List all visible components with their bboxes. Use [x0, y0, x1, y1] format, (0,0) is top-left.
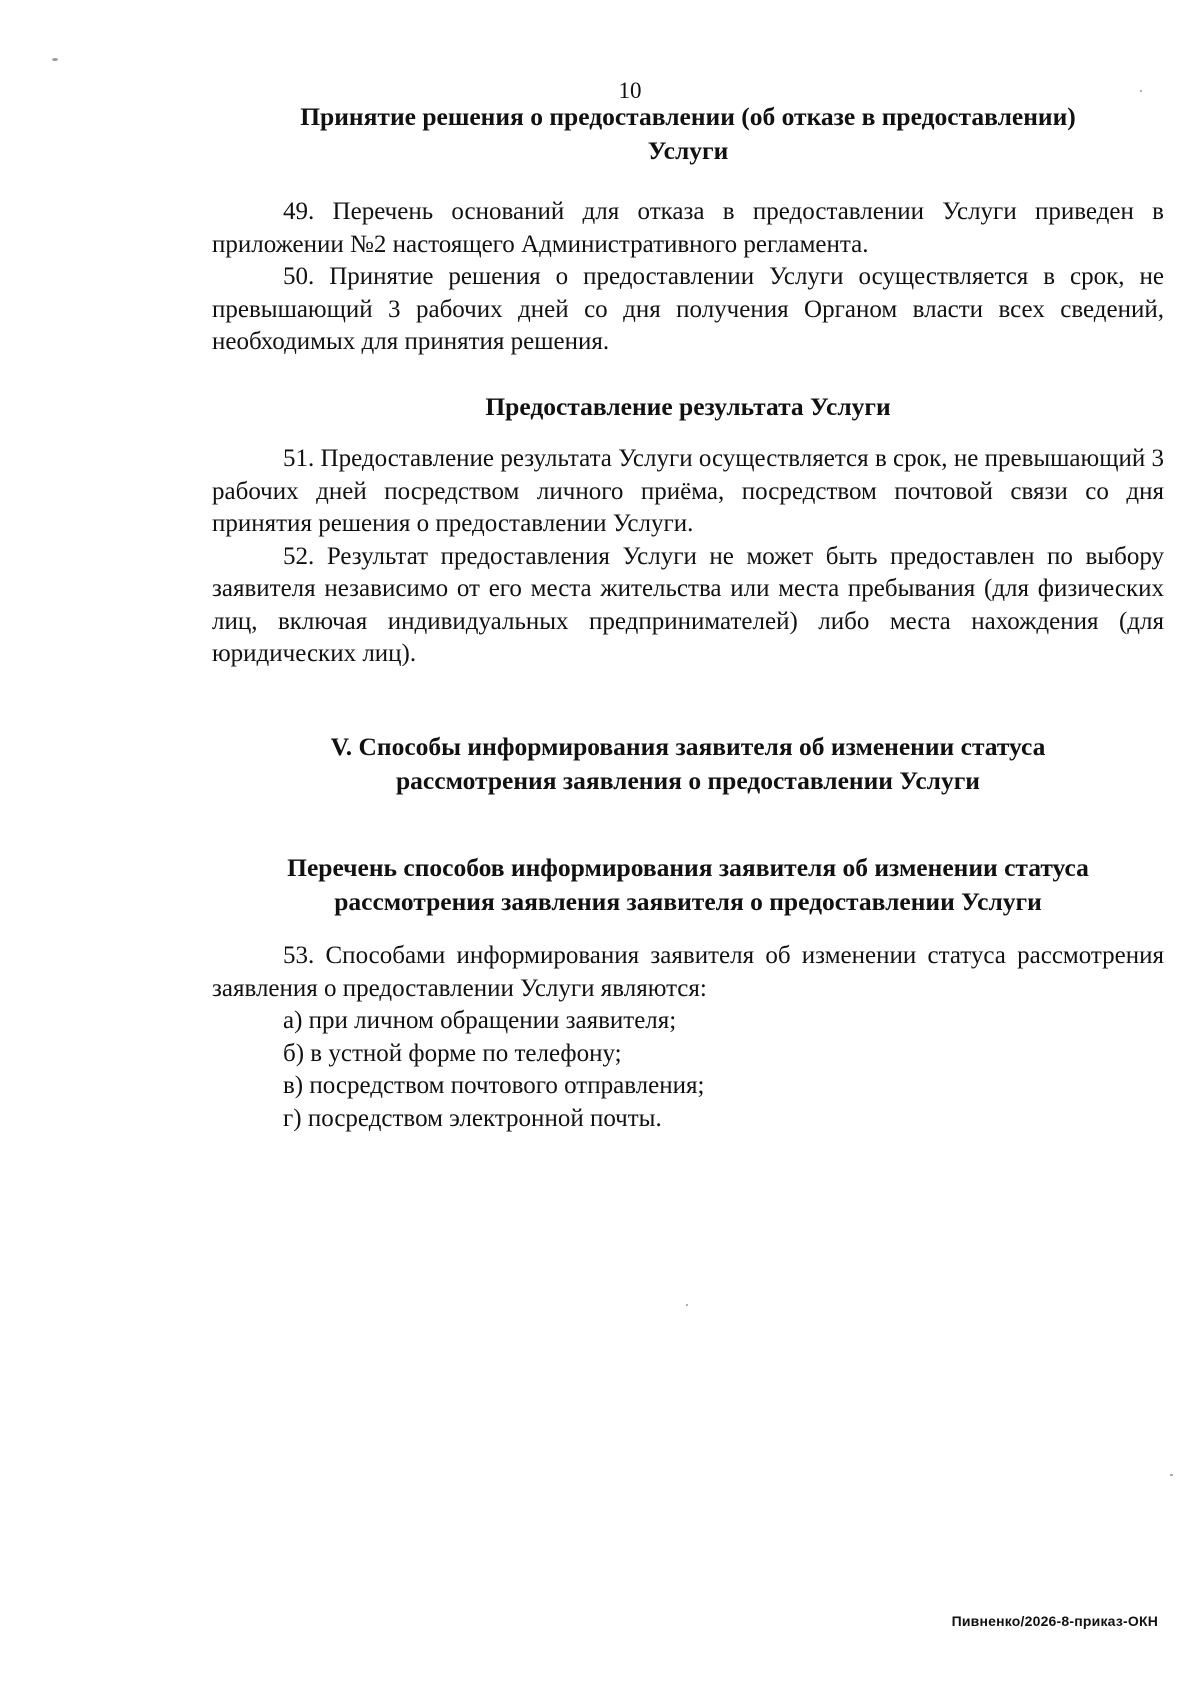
- methods-section: [212, 851, 1164, 919]
- result-heading: Предоставление результата Услуги: [485, 392, 891, 421]
- paragraph-50: 50. Принятие решения о предоставлении Услуги осуществляется в срок, не превышающий 3 рабочих дней со дня получения Органом власти всех сведений, необходимых для принятия решения.: [212, 263, 1164, 355]
- list-item-c: в) посредством почтового отправления;: [283, 1072, 705, 1099]
- paragraphs-49-50: [212, 196, 1164, 359]
- paragraph-49: 49. Перечень оснований для отказа в предоставлении Услуги приведен в приложении №2 настоящего Административного регламента.: [212, 198, 1164, 258]
- list-item-d: г) посредством электронной почты.: [283, 1104, 662, 1132]
- scan-speck: [686, 1304, 688, 1306]
- chapter-5-heading: [212, 730, 1164, 798]
- paragraph-53: 53. Способами информирования заявителя об изменении статуса рассмотрения заявления о предоставлении Услуги являются:: [212, 942, 1164, 1002]
- document-footer-code: Пивненко/2026-8-приказ-ОКН: [951, 1613, 1158, 1629]
- decision-section: [212, 100, 1164, 168]
- chapter-5-heading-line1: V. Способы информирования заявителя об изменении статуса: [330, 732, 1046, 761]
- paragraph-53-block: [212, 940, 1164, 1135]
- chapter-5-section: [212, 730, 1164, 798]
- scan-speck: [1140, 90, 1142, 92]
- scan-speck: [1170, 1474, 1173, 1476]
- methods-heading-line2: рассмотрения заявления заявителя о предоставлении Услуги: [334, 887, 1042, 916]
- methods-heading: [212, 851, 1164, 919]
- page-number: 10: [618, 78, 642, 103]
- decision-heading-line2: Услуги: [647, 136, 729, 165]
- paragraph-52: 52. Результат предоставления Услуги не может быть предоставлен по выбору заявителя независимо от его места жительства или места пребывания (для физических лиц, включая индивидуальных предпринимателей) либо места нахождения (для юридических лиц).: [212, 542, 1164, 667]
- decision-heading: [212, 100, 1164, 168]
- paragraphs-51-52: [212, 443, 1164, 671]
- list-item-a: а) при личном обращении заявителя;: [283, 1007, 677, 1034]
- methods-heading-line1: Перечень способов информирования заявителя об изменении статуса: [287, 853, 1089, 882]
- scan-speck: [52, 58, 58, 61]
- decision-heading-line1: Принятие решения о предоставлении (об отказе в предоставлении): [300, 102, 1076, 131]
- chapter-5-heading-line2: рассмотрения заявления о предоставлении Услуги: [396, 766, 980, 795]
- result-section: [212, 390, 1164, 424]
- paragraph-51: 51. Предоставление результата Услуги осуществляется в срок, не превышающий 3 рабочих дней посредством личного приёма, посредством почтовой связи со дня принятия решения о предоставлении Услуги.: [212, 445, 1164, 537]
- list-item-b: б) в устной форме по телефону;: [283, 1039, 622, 1067]
